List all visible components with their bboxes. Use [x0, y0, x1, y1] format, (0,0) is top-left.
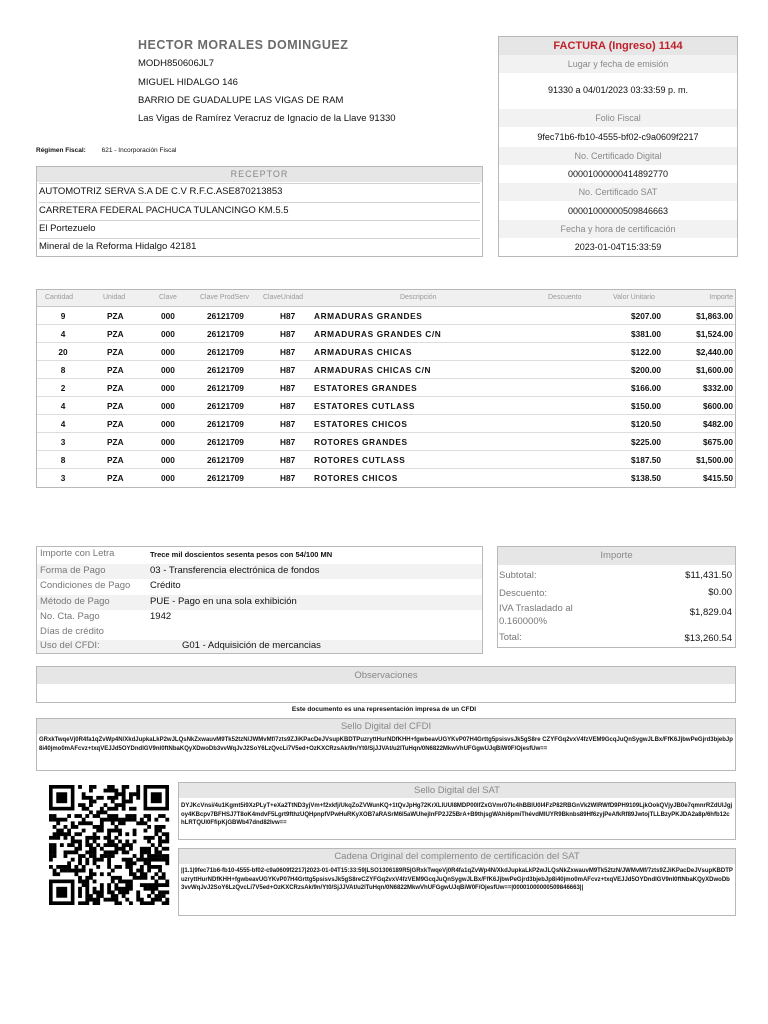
cell-cantidad: 4	[60, 329, 66, 339]
cert-value: 00001000000414892770	[567, 169, 669, 179]
issuer-name: HECTOR MORALES DOMINGUEZ	[138, 38, 349, 52]
cell-unidad: PZA	[107, 419, 124, 429]
cell-cantidad: 8	[60, 455, 66, 465]
cell-valor-unitario: $207.00	[631, 311, 661, 321]
col-clave: Clave	[159, 294, 177, 301]
subtotal-value: $11,431.50	[685, 570, 732, 581]
cell-importe: $1,524.00	[696, 329, 733, 339]
table-row	[37, 307, 735, 325]
cell-claveunidad: H87	[280, 419, 296, 429]
payment-row	[37, 564, 482, 579]
payment-value: 1942	[150, 611, 172, 622]
qr-code	[42, 785, 176, 905]
col-descuento: Descuento	[548, 294, 582, 301]
payment-label: No. Cta. Pago	[40, 611, 100, 622]
observations-heading: Observaciones	[37, 667, 735, 684]
issuer-rfc: MODH850606JL7	[138, 58, 215, 69]
col-clave-prodserv: Clave ProdServ	[200, 294, 250, 301]
table-row	[37, 343, 735, 361]
receptor-box	[36, 166, 483, 257]
payment-value: 03 - Transferencia electrónica de fondos	[150, 565, 320, 576]
cell-valor-unitario: $200.00	[631, 365, 661, 375]
cell-claveunidad: H87	[280, 329, 296, 339]
payment-value: Crédito	[150, 580, 181, 591]
cell-claveunidad: H87	[280, 347, 296, 357]
cell-importe: $675.00	[703, 437, 733, 447]
receptor-line: AUTOMOTRIZ SERVA S.A DE C.V R.F.C.ASE870213853	[39, 183, 480, 202]
folio-value: 9fec71b6-fb10-4555-bf02-c9a0609f2217	[537, 132, 699, 142]
cell-unidad: PZA	[107, 311, 124, 321]
payment-value: G01 - Adquisición de mercancias	[182, 640, 321, 651]
cell-clave: 000	[161, 347, 175, 357]
cell-prodserv: 26121709	[207, 437, 244, 447]
cell-importe: $332.00	[703, 383, 733, 393]
invoice-info-box	[498, 36, 738, 257]
cadena-original-heading: Cadena Original del complemento de certificación del SAT	[179, 849, 735, 864]
cell-cantidad: 4	[60, 401, 66, 411]
cell-prodserv: 26121709	[207, 365, 244, 375]
cell-claveunidad: H87	[280, 365, 296, 375]
issuer-city: Las Vigas de Ramírez Veracruz de Ignacio de la Llave 91330	[138, 113, 396, 124]
iva-value: $1,829.04	[689, 607, 732, 618]
payment-label: Uso del CFDI:	[40, 640, 100, 651]
cell-clave: 000	[161, 365, 175, 375]
cell-cantidad: 3	[60, 437, 66, 447]
col-clave-unidad: ClaveUnidad	[263, 294, 304, 301]
cell-clave: 000	[161, 419, 175, 429]
table-row	[37, 361, 735, 379]
cell-valor-unitario: $381.00	[631, 329, 661, 339]
cell-unidad: PZA	[107, 473, 124, 483]
cert-label: No. Certificado Digital	[499, 147, 737, 165]
cell-descripcion: ESTATORES CUTLASS	[314, 401, 416, 411]
cell-prodserv: 26121709	[207, 311, 244, 321]
cell-clave: 000	[161, 311, 175, 321]
sat-cert-label: No. Certificado SAT	[499, 183, 737, 201]
cell-claveunidad: H87	[280, 437, 296, 447]
cell-prodserv: 26121709	[207, 401, 244, 411]
folio-label: Folio Fiscal	[499, 109, 737, 127]
observations-box	[36, 666, 736, 703]
table-row	[37, 379, 735, 397]
regimen-label: Régimen Fiscal:	[36, 147, 86, 154]
cell-cantidad: 9	[60, 311, 66, 321]
cell-descripcion: ESTATORES CHICOS	[314, 419, 408, 429]
cell-valor-unitario: $187.50	[631, 455, 661, 465]
table-row	[37, 397, 735, 415]
payment-row	[37, 547, 482, 562]
payment-row	[37, 610, 482, 625]
cell-clave: 000	[161, 401, 175, 411]
cell-importe: $1,863.00	[696, 311, 733, 321]
cell-clave: 000	[161, 437, 175, 447]
cell-cantidad: 4	[60, 419, 66, 429]
cell-claveunidad: H87	[280, 401, 296, 411]
cadena-original-box	[178, 848, 736, 916]
table-header	[37, 290, 735, 307]
cell-valor-unitario: $150.00	[631, 401, 661, 411]
cell-unidad: PZA	[107, 401, 124, 411]
total-label: Total:	[499, 632, 522, 643]
col-importe: Importe	[709, 294, 733, 301]
cell-clave: 000	[161, 473, 175, 483]
cadena-original-text: ||1.1|9fec71b6-fb10-4555-bf02-c9a0609f2217|2023-01-04T15:33:59|LSO1306189R5|GRxkTwqeVj0R4fa1qZvWp4N/XkdJupkaLkP2wJLQsNkZxwauvM9Tk52tzN/JWMvMf/7zts9ZJiKPacDeJVsupKBDTPuzryttHurNDfKHH+fgwbeavUGYKvP07H4Grttg5psisvsJk5gS8reCZYFGq2vxV4fzVEM9GcqJuQnSygwJLBx/FfK6JjbwPeGjrd3bjebJp8i40jmo0mAFcvz+txqVEJJd5OYDndlGV9nI0ftNbaKQyXDwoDb3vvWqJvJ2SoY6LzQvcLi7V5ed+OzKXCRzsAk/9n/Yt0/SjJJVAt/u2lTuHqn/0N6822MkwVhUFGgwUJqBiW0F/OjesfUw==|00001000000509846663||	[181, 868, 733, 891]
cell-importe: $1,600.00	[696, 365, 733, 375]
cell-descripcion: ARMADURAS GRANDES	[314, 311, 423, 321]
place-date-label: Lugar y fecha de emisión	[499, 55, 737, 73]
cell-unidad: PZA	[107, 329, 124, 339]
cell-importe: $482.00	[703, 419, 733, 429]
sello-sat-box	[178, 782, 736, 840]
issuer-street: MIGUEL HIDALGO 146	[138, 77, 238, 88]
cert-date-value: 2023-01-04T15:33:59	[574, 242, 662, 252]
col-unidad: Unidad	[103, 294, 126, 301]
regimen-value: 621 - Incorporación Fiscal	[101, 147, 177, 154]
sello-sat-heading: Sello Digital del SAT	[179, 783, 735, 798]
col-cantidad: Cantidad	[45, 294, 74, 301]
cell-importe: $2,440.00	[696, 347, 733, 357]
total-value: $13,260.54	[684, 633, 732, 644]
cell-cantidad: 2	[60, 383, 66, 393]
amounts-box	[497, 546, 736, 648]
subtotal-label: Subtotal:	[499, 570, 537, 581]
cell-prodserv: 26121709	[207, 383, 244, 393]
cell-claveunidad: H87	[280, 473, 296, 483]
regimen-fiscal	[36, 147, 176, 154]
cell-unidad: PZA	[107, 437, 124, 447]
cell-prodserv: 26121709	[207, 419, 244, 429]
cell-importe: $415.50	[703, 473, 733, 483]
table-row	[37, 469, 735, 487]
table-row	[37, 415, 735, 433]
payment-row	[37, 640, 482, 653]
receptor-heading: RECEPTOR	[37, 167, 482, 182]
cell-claveunidad: H87	[280, 311, 296, 321]
payment-label: Método de Pago	[40, 596, 110, 607]
payment-value: PUE - Pago en una sola exhibición	[150, 596, 297, 607]
receptor-line: Mineral de la Reforma Hidalgo 42181	[39, 238, 480, 257]
cell-claveunidad: H87	[280, 455, 296, 465]
cert-date-label: Fecha y hora de certificación	[499, 220, 737, 238]
invoice-title: FACTURA (Ingreso) 1144	[499, 37, 737, 55]
cell-importe: $600.00	[703, 401, 733, 411]
cell-prodserv: 26121709	[207, 347, 244, 357]
cell-cantidad: 3	[60, 473, 66, 483]
cell-prodserv: 26121709	[207, 455, 244, 465]
cell-unidad: PZA	[107, 455, 124, 465]
receptor-line: CARRETERA FEDERAL PACHUCA TULANCINGO KM.5.5	[39, 202, 480, 221]
payment-info-box	[36, 546, 483, 654]
cell-descripcion: ROTORES CHICOS	[314, 473, 398, 483]
cell-descripcion: ROTORES GRANDES	[314, 437, 408, 447]
table-row	[37, 433, 735, 451]
payment-row	[37, 625, 482, 640]
cell-descripcion: ARMADURAS CHICAS	[314, 347, 413, 357]
cell-clave: 000	[161, 455, 175, 465]
cell-descripcion: ESTATORES GRANDES	[314, 383, 418, 393]
representation-note: Este documento es una representación impresa de un CFDI	[291, 706, 477, 713]
discount-label: Descuento:	[499, 588, 548, 599]
payment-row	[37, 579, 482, 594]
payment-row	[37, 595, 482, 610]
cell-descripcion: ARMADURAS CHICAS C/N	[314, 365, 432, 375]
table-body	[37, 307, 735, 487]
payment-label: Importe con Letra	[40, 548, 115, 559]
receptor-line: El Portezuelo	[39, 220, 480, 239]
sello-cfdi-box	[36, 718, 736, 771]
cell-unidad: PZA	[107, 383, 124, 393]
col-descripcion: Descripción	[400, 294, 437, 301]
cell-cantidad: 8	[60, 365, 66, 375]
iva-rate: 0.160000%	[499, 616, 548, 627]
payment-label: Forma de Pago	[40, 565, 106, 576]
cell-valor-unitario: $120.50	[631, 419, 661, 429]
items-table	[36, 289, 736, 488]
sello-sat-text: DYJKcVnsi/4u1Kgmt5i9XzPLyT+eXa2TtND3yjVm+f2xkfj/UkqZoZVWunKQ+1tQvJpHg72KrXLlUUl8MDP00lfZxGVmr07Ic4hBBlU0l4FzP82RBGnVk2WIRWfD9PH9109LjkOokQVjyJB0e7qmnrRZdUlJgjoy4KBcpv7BFHSJ7T8oK4mdvF5Lgrt9fthzUQHpnpfVPwHuRKyXOB7aRASrM6l5aWUhejInFP2JZ5BrA+B9thjsgWAhi6pmiThévdMlUYR9Bknbs89Hf6zyjPeAfkRf89JwtojTLLBzyPKJDA2a8p/6hfb12chLRTQUl0FfipKjGBWb47dnd82Ivw==	[181, 803, 733, 826]
cell-valor-unitario: $225.00	[631, 437, 661, 447]
sat-cert-value: 00001000000509846663	[567, 206, 669, 216]
cell-valor-unitario: $138.50	[631, 473, 661, 483]
col-valor-unitario: Valor Unitario	[613, 294, 655, 301]
cell-prodserv: 26121709	[207, 329, 244, 339]
issuer-colony: BARRIO DE GUADALUPE LAS VIGAS DE RAM	[138, 95, 344, 106]
cell-clave: 000	[161, 329, 175, 339]
payment-value: Trece mil doscientos sesenta pesos con 54/100 MN	[150, 550, 333, 559]
sello-cfdi-heading: Sello Digital del CFDI	[37, 719, 735, 734]
sello-cfdi-text: GRxkTwqeVj0R4fa1qZvWp4N/XkdJupkaLkP2wJLQsNkZxwauvM9Tk52tzN/JWMvMf/7zts9ZJiKPacDeJVsupKBDTPuzryttHurNDfKHH+fgwbeavUGYKvP07H4Grttg5psisvsJk5gS8re CZYFGq2vxV4fzVEM9GcqJuQnSygwJLBx/FfK6JjbwPeGjrd3bjebJp8i40jmo0mAFcvz+txqVEJJd5OYDndlGV9nI0ftNbaKQyXDwoDb3vvWqJvJ2SoY6LzQvcLi7V5ed+OzKXCRzsAk/9n/Yt0/SjJJVAt/u2lTuHqn/0N6822MkwVhUFGgwUJqBiW0F/OjesfUw==	[39, 737, 733, 752]
cell-cantidad: 20	[58, 347, 68, 357]
payment-label: Días de crédito	[40, 626, 104, 637]
cell-importe: $1,500.00	[696, 455, 733, 465]
payment-label: Condiciones de Pago	[40, 580, 131, 591]
cell-clave: 000	[161, 383, 175, 393]
cell-prodserv: 26121709	[207, 473, 244, 483]
discount-value: $0.00	[708, 587, 732, 598]
cell-unidad: PZA	[107, 365, 124, 375]
cell-descripcion: ROTORES CUTLASS	[314, 455, 406, 465]
amounts-heading: Importe	[498, 547, 735, 565]
cell-unidad: PZA	[107, 347, 124, 357]
table-row	[37, 451, 735, 469]
cell-claveunidad: H87	[280, 383, 296, 393]
iva-label: IVA Trasladado al	[499, 603, 573, 614]
cell-valor-unitario: $166.00	[631, 383, 661, 393]
cell-valor-unitario: $122.00	[631, 347, 661, 357]
cell-descripcion: ARMADURAS GRANDES C/N	[314, 329, 442, 339]
place-date-value: 91330 a 04/01/2023 03:33:59 p. m.	[547, 85, 689, 95]
table-row	[37, 325, 735, 343]
